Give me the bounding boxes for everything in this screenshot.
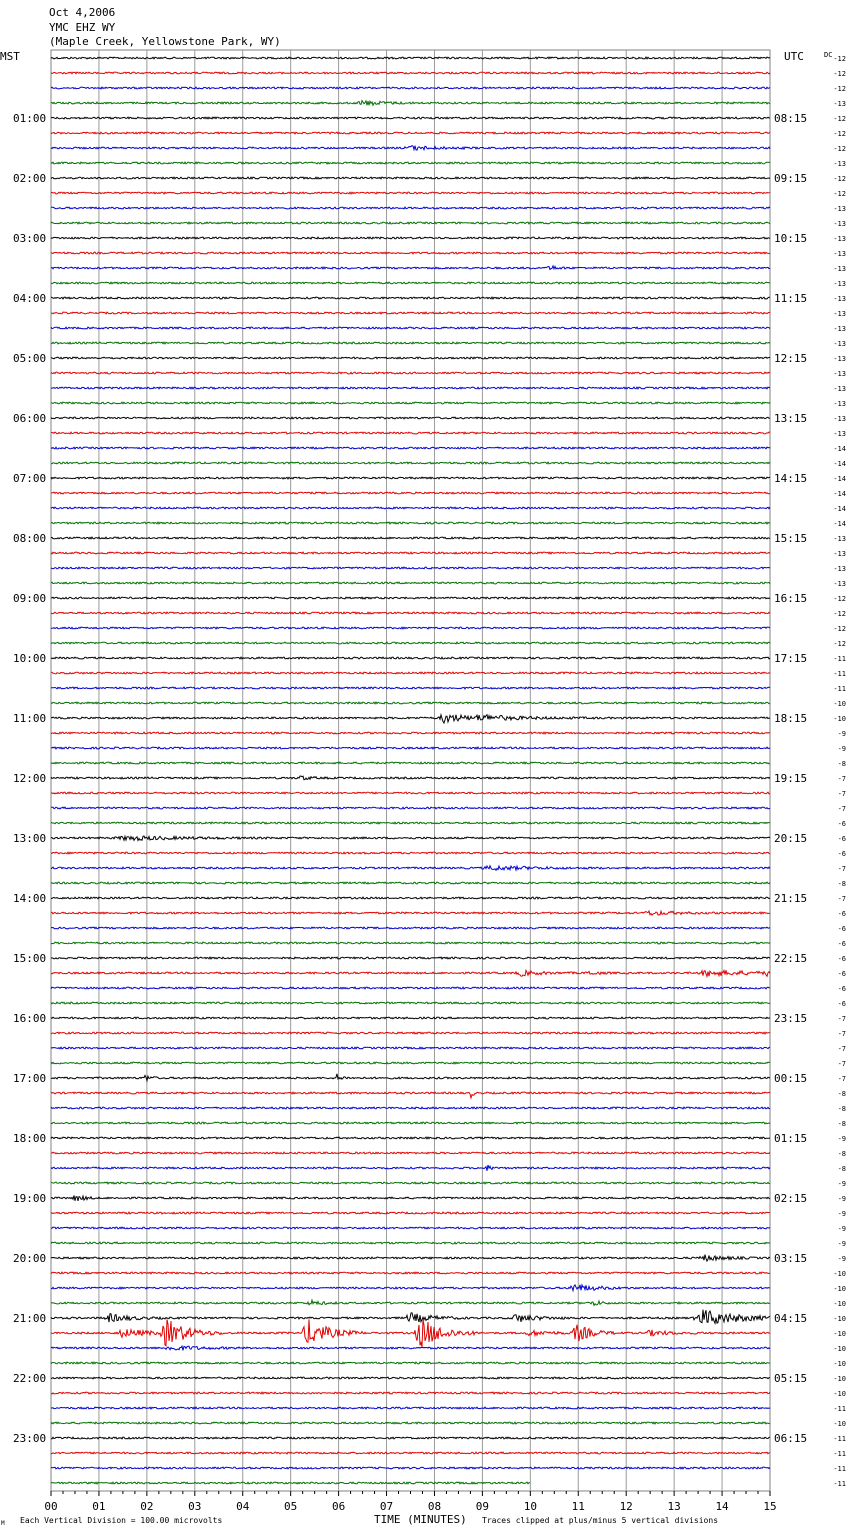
trace-line [51,402,770,404]
dc-offset-value: -13 [833,295,846,303]
right-hour-label: 10:15 [774,232,808,245]
trace-line [51,387,770,389]
dc-offset-value: -13 [833,325,846,333]
clip-note: Traces clipped at plus/minus 5 vertical divisions [482,1516,719,1525]
trace-line [51,357,770,359]
right-hour-label: 15:15 [774,532,808,545]
trace-line [51,1437,770,1439]
dc-offset-value: -13 [833,385,846,393]
x-tick-label: 02 [140,1500,154,1513]
left-hour-label: 16:00 [13,1012,47,1025]
trace-line [51,627,770,629]
x-tick-label: 15 [763,1500,777,1513]
dc-offset-value: -12 [833,595,846,603]
x-tick-label: 06 [331,1500,346,1513]
dc-offset-value: -11 [833,1465,846,1473]
trace-line [51,911,770,915]
dc-offset-value: -13 [833,205,846,213]
dc-offset-value: -6 [837,955,846,963]
left-hour-label: 08:00 [13,532,47,545]
dc-offset-value: -8 [837,1150,846,1158]
trace-line [51,927,770,929]
dc-offset-value: -6 [837,940,846,948]
dc-offset-value: -10 [833,715,846,723]
trace-line [51,552,770,554]
trace-line [51,72,770,74]
trace-line [51,162,770,164]
trace-line [51,432,770,434]
trace-line [51,537,770,539]
dc-offset-value: -7 [837,1015,846,1023]
trace-line [51,417,770,419]
left-hour-label: 22:00 [13,1372,47,1385]
dc-offset-value: -13 [833,250,846,258]
trace-line [51,1319,770,1347]
left-hour-label: 03:00 [13,232,47,245]
right-hour-label: 03:15 [774,1252,808,1265]
left-hour-label: 12:00 [13,772,47,785]
dc-offset-value: -13 [833,100,846,108]
trace-line [51,672,770,674]
dc-offset-value: -14 [833,445,846,453]
left-hour-label: 05:00 [13,352,47,365]
dc-offset-value: -11 [833,1405,846,1413]
dc-label: DC [824,51,833,59]
seismic-traces [51,57,770,1484]
right-hour-label: 14:15 [774,472,808,485]
trace-line [51,1346,770,1350]
right-hour-label: 17:15 [774,652,808,665]
dc-offset-value: -7 [837,1075,846,1083]
dc-offset-value: -8 [837,1120,846,1128]
dc-offset-value: -12 [833,115,846,123]
dc-offset-value: -13 [833,370,846,378]
dc-offset-value: -12 [833,130,846,138]
trace-line [51,882,770,884]
dc-offset-value: -8 [837,1165,846,1173]
chart-date: Oct 4,2006 [49,6,116,19]
left-hour-label: 19:00 [13,1192,47,1205]
trace-line [51,1392,770,1394]
dc-offset-value: -13 [833,550,846,558]
dc-offset-value: -13 [833,535,846,543]
dc-offset-value: -6 [837,835,846,843]
station-location: (Maple Creek, Yellowstone Park, WY) [49,35,281,48]
trace-line [51,477,770,479]
trace-line [51,1285,770,1291]
trace-line [51,237,770,239]
dc-offset-value: -11 [833,685,846,693]
x-tick-label: 00 [44,1500,58,1513]
trace-line [51,1062,770,1064]
right-hour-label: 23:15 [774,1012,808,1025]
trace-line [51,687,770,689]
right-hour-label: 20:15 [774,832,808,845]
trace-line [51,1002,770,1004]
x-tick-label: 14 [715,1500,729,1513]
x-tick-label: 12 [619,1500,633,1513]
dc-offset-value: -6 [837,925,846,933]
dc-offset-value: -9 [837,1180,846,1188]
trace-line [51,1227,770,1229]
x-tick-label: 03 [188,1500,202,1513]
dc-offset-value: -9 [837,1210,846,1218]
right-hour-label: 08:15 [774,112,808,125]
dc-offset-value: -10 [833,1420,846,1428]
dc-offset-value: -10 [833,1375,846,1383]
dc-offset-value: -10 [833,1390,846,1398]
left-hour-label: 02:00 [13,172,47,185]
trace-line [51,792,770,794]
trace-line [51,836,770,841]
trace-line [51,282,770,284]
trace-line [51,597,770,599]
plot-frame [51,50,770,1491]
trace-line [51,177,770,179]
trace-line [51,447,770,449]
trace-line [51,266,770,270]
trace-line [51,132,770,134]
right-hour-label: 22:15 [774,952,808,965]
dc-offset-value: -13 [833,235,846,243]
dc-offset-value: -13 [833,400,846,408]
right-hour-label: 02:15 [774,1192,808,1205]
left-timezone-label: MST [0,50,20,63]
dc-offset-column [833,55,846,1488]
trace-line [51,1467,770,1469]
right-hour-label: 09:15 [774,172,808,185]
dc-offset-value: -13 [833,430,846,438]
trace-line [51,507,770,509]
trace-line [51,1137,770,1139]
right-hour-label: 00:15 [774,1072,808,1085]
station-code: YMC EHZ WY [49,21,116,34]
dc-offset-value: -9 [837,1225,846,1233]
right-hour-label: 04:15 [774,1312,808,1325]
vertical-scale-note: Each Vertical Division = 100.00 microvolts [20,1516,223,1525]
trace-line [51,747,770,749]
trace-line [51,942,770,944]
dc-offset-value: -7 [837,865,846,873]
trace-line [51,57,770,59]
dc-offset-value: -12 [833,175,846,183]
dc-offset-value: -7 [837,1060,846,1068]
right-hour-label: 18:15 [774,712,808,725]
dc-offset-value: -14 [833,520,846,528]
dc-offset-value: -13 [833,265,846,273]
dc-offset-value: -7 [837,1045,846,1053]
trace-line [51,866,770,871]
trace-line [51,1074,770,1081]
trace-line [51,1407,770,1409]
left-hour-labels [13,112,46,1445]
trace-line [51,101,770,106]
trace-line [51,1242,770,1244]
trace-line [51,776,770,780]
dc-offset-value: -11 [833,1480,846,1488]
dc-offset-value: -13 [833,160,846,168]
dc-offset-value: -12 [833,625,846,633]
trace-line [51,1255,770,1262]
dc-offset-value: -14 [833,505,846,513]
trace-line [51,372,770,374]
dc-offset-value: -13 [833,280,846,288]
right-hour-labels [774,112,807,1445]
trace-line [51,1047,770,1049]
dc-offset-value: -6 [837,1000,846,1008]
trace-line [51,1310,770,1324]
dc-offset-value: -11 [833,1450,846,1458]
trace-line [51,1422,770,1424]
x-tick-label: 09 [475,1500,490,1513]
dc-offset-value: -12 [833,55,846,63]
dc-offset-value: -9 [837,1255,846,1263]
dc-offset-value: -10 [833,1330,846,1338]
x-axis-title: TIME (MINUTES) [374,1513,467,1526]
trace-line [51,1092,770,1098]
x-tick-label: 13 [667,1500,681,1513]
trace-line [51,582,770,584]
right-hour-label: 11:15 [774,292,808,305]
trace-line [51,657,770,659]
dc-offset-value: -14 [833,460,846,468]
trace-line [51,297,770,299]
trace-line [51,252,770,254]
x-tick-label: 10 [523,1500,537,1513]
dc-offset-value: -9 [837,1195,846,1203]
right-timezone-label: UTC [784,50,804,63]
dc-offset-value: -7 [837,790,846,798]
trace-line [51,192,770,194]
dc-offset-value: -7 [837,1030,846,1038]
trace-line [51,522,770,524]
header [0,6,832,63]
dc-offset-value: -10 [833,1345,846,1353]
dc-offset-value: -9 [837,1240,846,1248]
left-hour-label: 01:00 [13,112,47,125]
right-hour-label: 19:15 [774,772,808,785]
dc-offset-value: -13 [833,340,846,348]
trace-line [51,612,770,614]
x-tick-label: 04 [236,1500,250,1513]
dc-offset-value: -12 [833,145,846,153]
trace-line [51,715,770,723]
left-hour-label: 06:00 [13,412,47,425]
trace-line [51,852,770,854]
right-hour-label: 16:15 [774,592,808,605]
dc-offset-value: -9 [837,745,846,753]
trace-line [51,117,770,119]
trace-line [51,1165,770,1171]
left-hour-label: 09:00 [13,592,47,605]
trace-line [51,702,770,704]
left-hour-label: 15:00 [13,952,47,965]
trace-line [51,762,770,764]
right-hour-label: 12:15 [774,352,808,365]
left-hour-label: 10:00 [13,652,47,665]
trace-line [51,732,770,734]
trace-line [51,642,770,644]
dc-offset-value: -12 [833,610,846,618]
left-hour-label: 20:00 [13,1252,47,1265]
trace-line [51,1362,770,1364]
dc-offset-value: -11 [833,655,846,663]
dc-offset-value: -12 [833,85,846,93]
dc-offset-value: -6 [837,850,846,858]
x-tick-label: 07 [379,1500,394,1513]
right-hour-label: 05:15 [774,1372,808,1385]
trace-line [51,822,770,824]
dc-offset-value: -13 [833,415,846,423]
trace-line [51,462,770,464]
trace-line [51,222,770,224]
trace-line [51,342,770,344]
dc-offset-value: -10 [833,700,846,708]
trace-line [51,87,770,89]
dc-offset-value: -14 [833,490,846,498]
dc-offset-value: -8 [837,880,846,888]
left-hour-label: 18:00 [13,1132,47,1145]
dc-offset-value: -6 [837,910,846,918]
x-tick-label: 05 [284,1500,298,1513]
corner-mark: M [1,1520,5,1527]
dc-offset-value: -12 [833,70,846,78]
dc-offset-value: -12 [833,190,846,198]
dc-offset-value: -13 [833,565,846,573]
time-grid [51,50,770,1491]
trace-line [51,1377,770,1379]
trace-line [51,207,770,209]
trace-line [51,987,770,989]
trace-line [51,492,770,494]
trace-line [51,1017,770,1019]
trace-line [51,1212,770,1214]
dc-offset-value: -13 [833,580,846,588]
x-tick-label: 11 [571,1500,585,1513]
trace-line [51,1107,770,1109]
left-hour-label: 17:00 [13,1072,47,1085]
dc-offset-value: -6 [837,820,846,828]
trace-line [51,1452,770,1454]
dc-offset-value: -8 [837,1105,846,1113]
left-hour-label: 21:00 [13,1312,47,1325]
dc-offset-value: -9 [837,730,846,738]
trace-line [51,970,770,976]
left-hour-label: 23:00 [13,1432,47,1445]
trace-line [51,1152,770,1154]
footer [1,1513,718,1527]
dc-offset-value: -11 [833,1435,846,1443]
dc-offset-value: -10 [833,1270,846,1278]
right-hour-label: 13:15 [774,412,808,425]
left-hour-label: 14:00 [13,892,47,905]
dc-offset-value: -7 [837,805,846,813]
dc-offset-value: -8 [837,1090,846,1098]
right-hour-label: 01:15 [774,1132,808,1145]
left-hour-label: 04:00 [13,292,47,305]
trace-line [51,1182,770,1184]
left-hour-label: 11:00 [13,712,47,725]
dc-offset-value: -10 [833,1285,846,1293]
dc-offset-value: -11 [833,670,846,678]
dc-offset-value: -6 [837,985,846,993]
dc-offset-value: -7 [837,895,846,903]
trace-line [51,1032,770,1034]
trace-line [51,807,770,809]
trace-line [51,327,770,329]
dc-offset-value: -10 [833,1360,846,1368]
trace-line [51,1196,770,1201]
dc-offset-value: -6 [837,970,846,978]
left-hour-label: 07:00 [13,472,47,485]
right-hour-label: 06:15 [774,1432,808,1445]
dc-offset-value: -10 [833,1315,846,1323]
dc-offset-value: -13 [833,355,846,363]
x-tick-label: 08 [427,1500,442,1513]
trace-line [51,312,770,314]
dc-offset-value: -8 [837,760,846,768]
trace-line [51,1300,770,1305]
dc-offset-value: -13 [833,220,846,228]
trace-line [51,957,770,959]
trace-line [51,1272,770,1274]
right-hour-label: 21:15 [774,892,808,905]
trace-line [51,567,770,569]
dc-offset-value: -7 [837,775,846,783]
dc-offset-value: -13 [833,310,846,318]
x-axis [44,1491,776,1513]
x-tick-label: 01 [92,1500,106,1513]
dc-offset-value: -14 [833,475,846,483]
dc-offset-value: -12 [833,640,846,648]
trace-line [51,897,770,899]
dc-offset-value: -9 [837,1135,846,1143]
dc-offset-value: -10 [833,1300,846,1308]
trace-line [51,1122,770,1124]
trace-line [51,146,770,150]
left-hour-label: 13:00 [13,832,47,845]
